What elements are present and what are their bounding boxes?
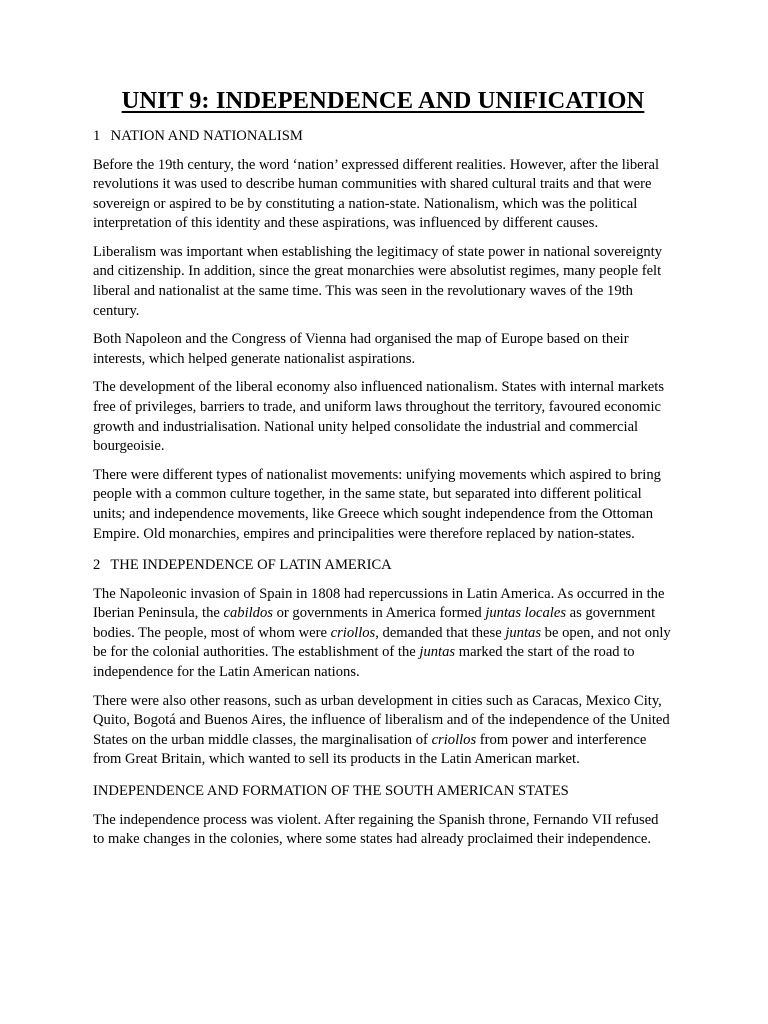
page-title: UNIT 9: INDEPENDENCE AND UNIFICATION bbox=[121, 87, 645, 114]
section-number-1: 1 bbox=[93, 128, 101, 144]
text-run: as government bodies. The people, most of whom were bbox=[93, 605, 656, 641]
text-run: be open, and not only be for the colonial authorities. The establishment of the bbox=[93, 624, 671, 661]
subsection-heading: INDEPENDENCE AND FORMATION OF THE SOUTH AMERICAN STATES bbox=[93, 783, 569, 800]
text-run: The Napoleonic invasion of Spain in 1808 had repercussions in Latin America. As occurred in the Iberian Peninsula, the bbox=[93, 585, 665, 622]
paragraph: Before the 19th century, the word ‘nation’ expressed different realities. However, after the liberal revolutions it was used to describe human communities with shared cultural traits and that were sovereign or aspired to be by constituting a nation-state. Nationalism, which was the political interpretation of this identity and these aspirations, was influenced by different causes. bbox=[93, 156, 660, 232]
text-run: or governments in America formed bbox=[272, 605, 486, 622]
italic-term: juntas bbox=[505, 624, 542, 641]
italic-term: juntas locales bbox=[485, 605, 566, 622]
section-heading-1 bbox=[93, 127, 673, 147]
paragraph bbox=[93, 692, 673, 770]
paragraph: Both Napoleon and the Congress of Vienna had organised the map of Europe based on their interests, which helped generate nationalist aspirations. bbox=[93, 331, 629, 367]
paragraph: The development of the liberal economy also influenced nationalism. States with internal markets free of privileges, barriers to trade, and uniform laws throughout the territory, favoured economic growth and industrialisation. National unity helped consolidate the industrial and commercial bourgeoisie. bbox=[93, 379, 665, 455]
section-title-2: THE INDEPENDENCE OF LATIN AMERICA bbox=[110, 557, 392, 574]
italic-term: criollos bbox=[431, 731, 477, 748]
italic-term: criollos bbox=[330, 624, 376, 641]
text-run: marked the start of the road to independence for the Latin American nations. bbox=[93, 644, 635, 681]
italic-term: cabildos bbox=[223, 605, 273, 622]
paragraph: The independence process was violent. After regaining the Spanish throne, Fernando VII refused to make changes in the colonies, where some states had already proclaimed their independence. bbox=[93, 811, 659, 848]
section-heading-2 bbox=[93, 556, 673, 576]
paragraph: There were different types of nationalist movements: unifying movements which aspired to bring people with a common culture together, in the same state, but separated into different political units; and independence movements, like Greece which sought independence from the Ottoman Empire. Old monarchies, empires and principalities were therefore replaced by nation-states. bbox=[93, 466, 661, 542]
text-run: There were also other reasons, such as urban development in cities such as Caracas, Mexico City, Quito, Bogotá and Buenos Aires, the influence of liberalism and of the independence of the United States on the urban middle classes, the marginalisation of bbox=[93, 692, 670, 748]
paragraph: Liberalism was important when establishing the legitimacy of state power in national sovereignty and citizenship. In addition, since the great monarchies were absolutist regimes, many people felt liberal and nationalist at the same time. This was seen in the revolutionary waves of the 19th century. bbox=[93, 243, 663, 319]
text-run: from power and interference from Great Britain, which wanted to sell its products in the Latin American market. bbox=[93, 731, 647, 768]
section-title-1: NATION AND NATIONALISM bbox=[110, 128, 303, 144]
paragraph bbox=[93, 585, 673, 683]
italic-term: juntas bbox=[419, 644, 456, 661]
section-number-2: 2 bbox=[93, 557, 101, 574]
text-run: , demanded that these bbox=[375, 624, 506, 641]
